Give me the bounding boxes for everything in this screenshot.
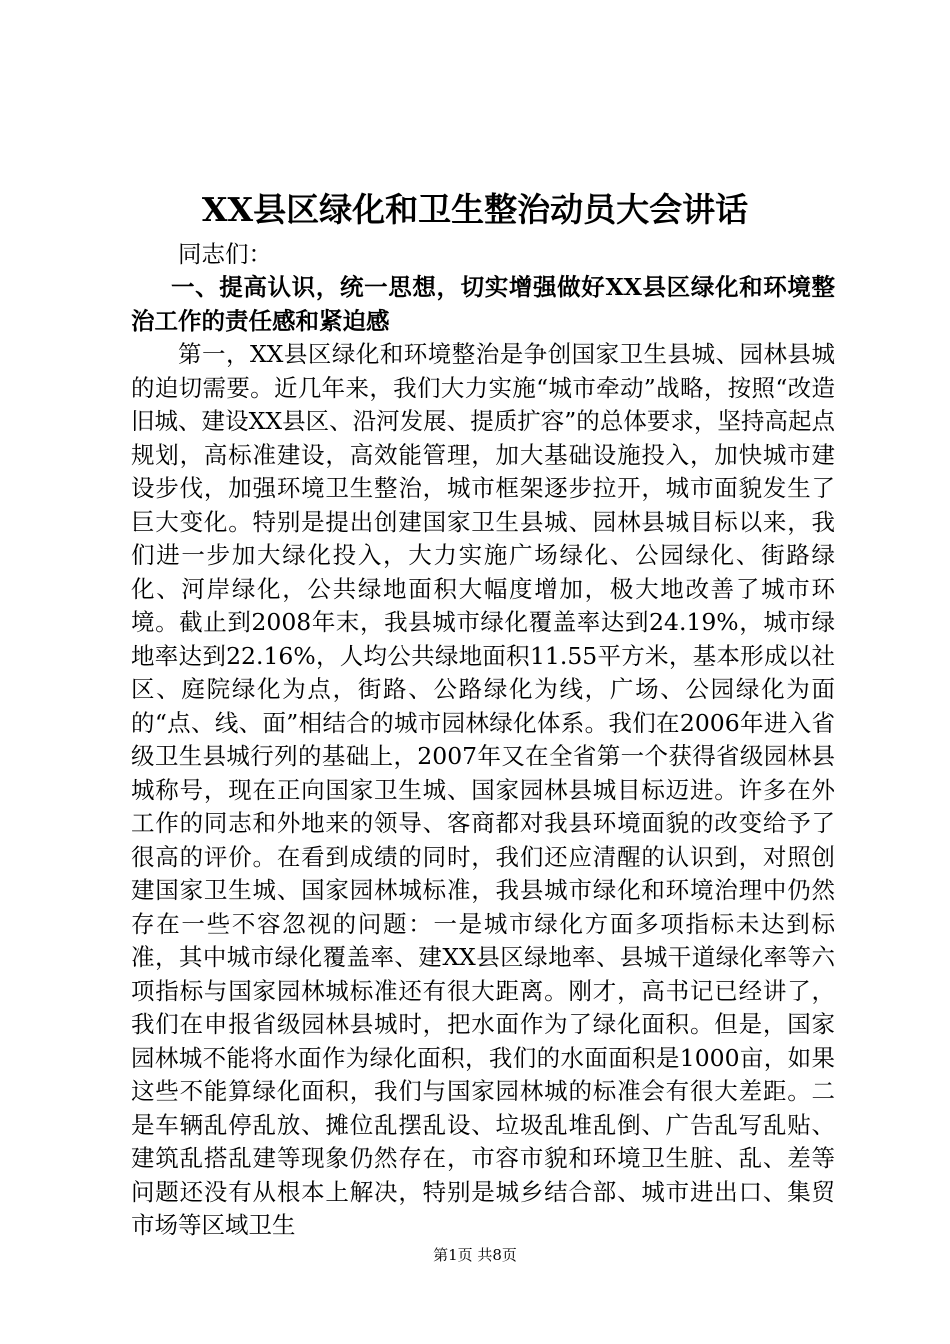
page-number: 第1页 共8页	[433, 1246, 517, 1264]
document-title: XX县区绿化和卫生整治动员大会讲话	[201, 190, 749, 229]
body-paragraph: 第一，XX县区绿化和环境整治是争创国家卫生县城、园林县城的迫切需要。近几年来，我们大力实施“城市牵动”战略，按照“改造旧城、建设XX县区、沿河发展、提质扩容”的总体要求，坚持高起点规划，高标准建设，高效能管理，加大基础设施投入，加快城市建设步伐，加强环境卫生整治，城市框架逐步拉开，城市面貌发生了巨大变化。特别是提出创建国家卫生县城、园林县城目标以来，我们进一步加大绿化投入，大力实施广场绿化、公园绿化、街路绿化、河岸绿化，公共绿地面积大幅度增加，极大地改善了城市环境。截止到2008年末，我县城市绿化覆盖率达到24.19%，城市绿地率达到22.16%，人均公共绿地面积11.55平方米，基本形成以社区、庭院绿化为点，街路、公路绿化为线，广场、公园绿化为面的“点、线、面”相结合的城市园林绿化体系。我们在2006年进入省级卫生县城行列的基础上，2007年又在全省第一个获得省级园林县城称号，现在正向国家卫生城、国家园林县城目标迈进。许多在外工作的同志和外地来的领导、客商都对我县环境面貌的改变给予了很高的评价。在看到成绩的同时，我们还应清醒的认识到，对照创建国家卫生城、国家园林城标准，我县城市绿化和环境治理中仍然存在一些不容忽视的问题：一是城市绿化方面多项指标未达到标准，其中城市绿化覆盖率、建XX县区绿地率、县城干道绿化率等六项指标与国家园林城标准还有很大距离。刚才，高书记已经讲了，我们在申报省级园林县城时，把水面作为了绿化面积。但是，国家园林城不能将水面作为绿化面积，我们的水面面积是1000亩，如果这些不能算绿化面积，我们与国家园林城的标准会有很大差距。二是车辆乱停乱放、摊位乱摆乱设、垃圾乱堆乱倒、广告乱写乱贴、建筑乱搭乱建等现象仍然存在，市容市貌和环境卫生脏、乱、差等问题还没有从根本上解决，特别是城乡结合部、城市进出口、集贸市场等区域卫生	[131, 340, 835, 1239]
salutation: 同志们：	[178, 240, 272, 268]
section-heading: 一、提高认识，统一思想，切实增强做好XX县区绿化和环境整治工作的责任感和紧迫感	[131, 273, 835, 335]
